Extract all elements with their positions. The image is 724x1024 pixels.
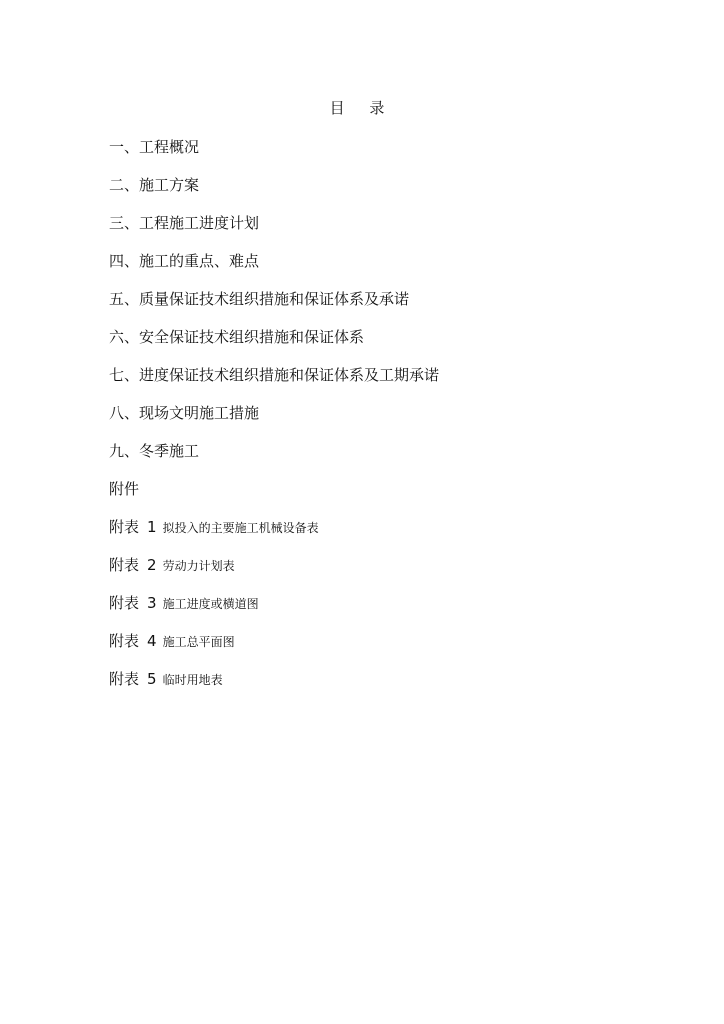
toc-item-attachments: 附件 — [109, 480, 140, 498]
attachment-prefix: 附表 — [109, 594, 140, 612]
attachment-item-2 — [109, 554, 439, 592]
toc-item-8: 八、现场文明施工措施 — [109, 404, 260, 422]
toc-item-2: 二、施工方案 — [109, 176, 200, 194]
attachment-name: 劳动力计划表 — [162, 559, 235, 573]
attachment-item-4 — [109, 630, 439, 668]
attachment-number: 1 — [147, 518, 157, 536]
attachment-name: 拟投入的主要施工机械设备表 — [162, 521, 319, 535]
attachment-prefix: 附表 — [109, 670, 140, 688]
toc-title: 目 录 — [329, 99, 395, 117]
toc-item-9: 九、冬季施工 — [109, 442, 200, 460]
table-of-contents — [109, 136, 439, 706]
toc-item-6: 六、安全保证技术组织措施和保证体系 — [109, 328, 365, 346]
attachment-name: 施工总平面图 — [162, 635, 235, 649]
attachment-item-5 — [109, 668, 439, 706]
toc-item-7: 七、进度保证技术组织措施和保证体系及工期承诺 — [109, 366, 440, 384]
attachment-name: 施工进度或横道图 — [162, 597, 259, 611]
attachment-name: 临时用地表 — [162, 673, 223, 687]
attachment-item-3 — [109, 592, 439, 630]
attachment-item-1 — [109, 516, 439, 554]
attachment-number: 5 — [147, 670, 157, 688]
toc-item-4: 四、施工的重点、难点 — [109, 252, 260, 270]
toc-item-3: 三、工程施工进度计划 — [109, 214, 260, 232]
attachment-prefix: 附表 — [109, 556, 140, 574]
toc-item-1: 一、工程概况 — [109, 138, 200, 156]
toc-item-5: 五、质量保证技术组织措施和保证体系及承诺 — [109, 290, 410, 308]
attachment-number: 4 — [147, 632, 157, 650]
attachment-prefix: 附表 — [109, 518, 140, 536]
attachment-number: 3 — [147, 594, 157, 612]
attachment-number: 2 — [147, 556, 157, 574]
attachment-prefix: 附表 — [109, 632, 140, 650]
